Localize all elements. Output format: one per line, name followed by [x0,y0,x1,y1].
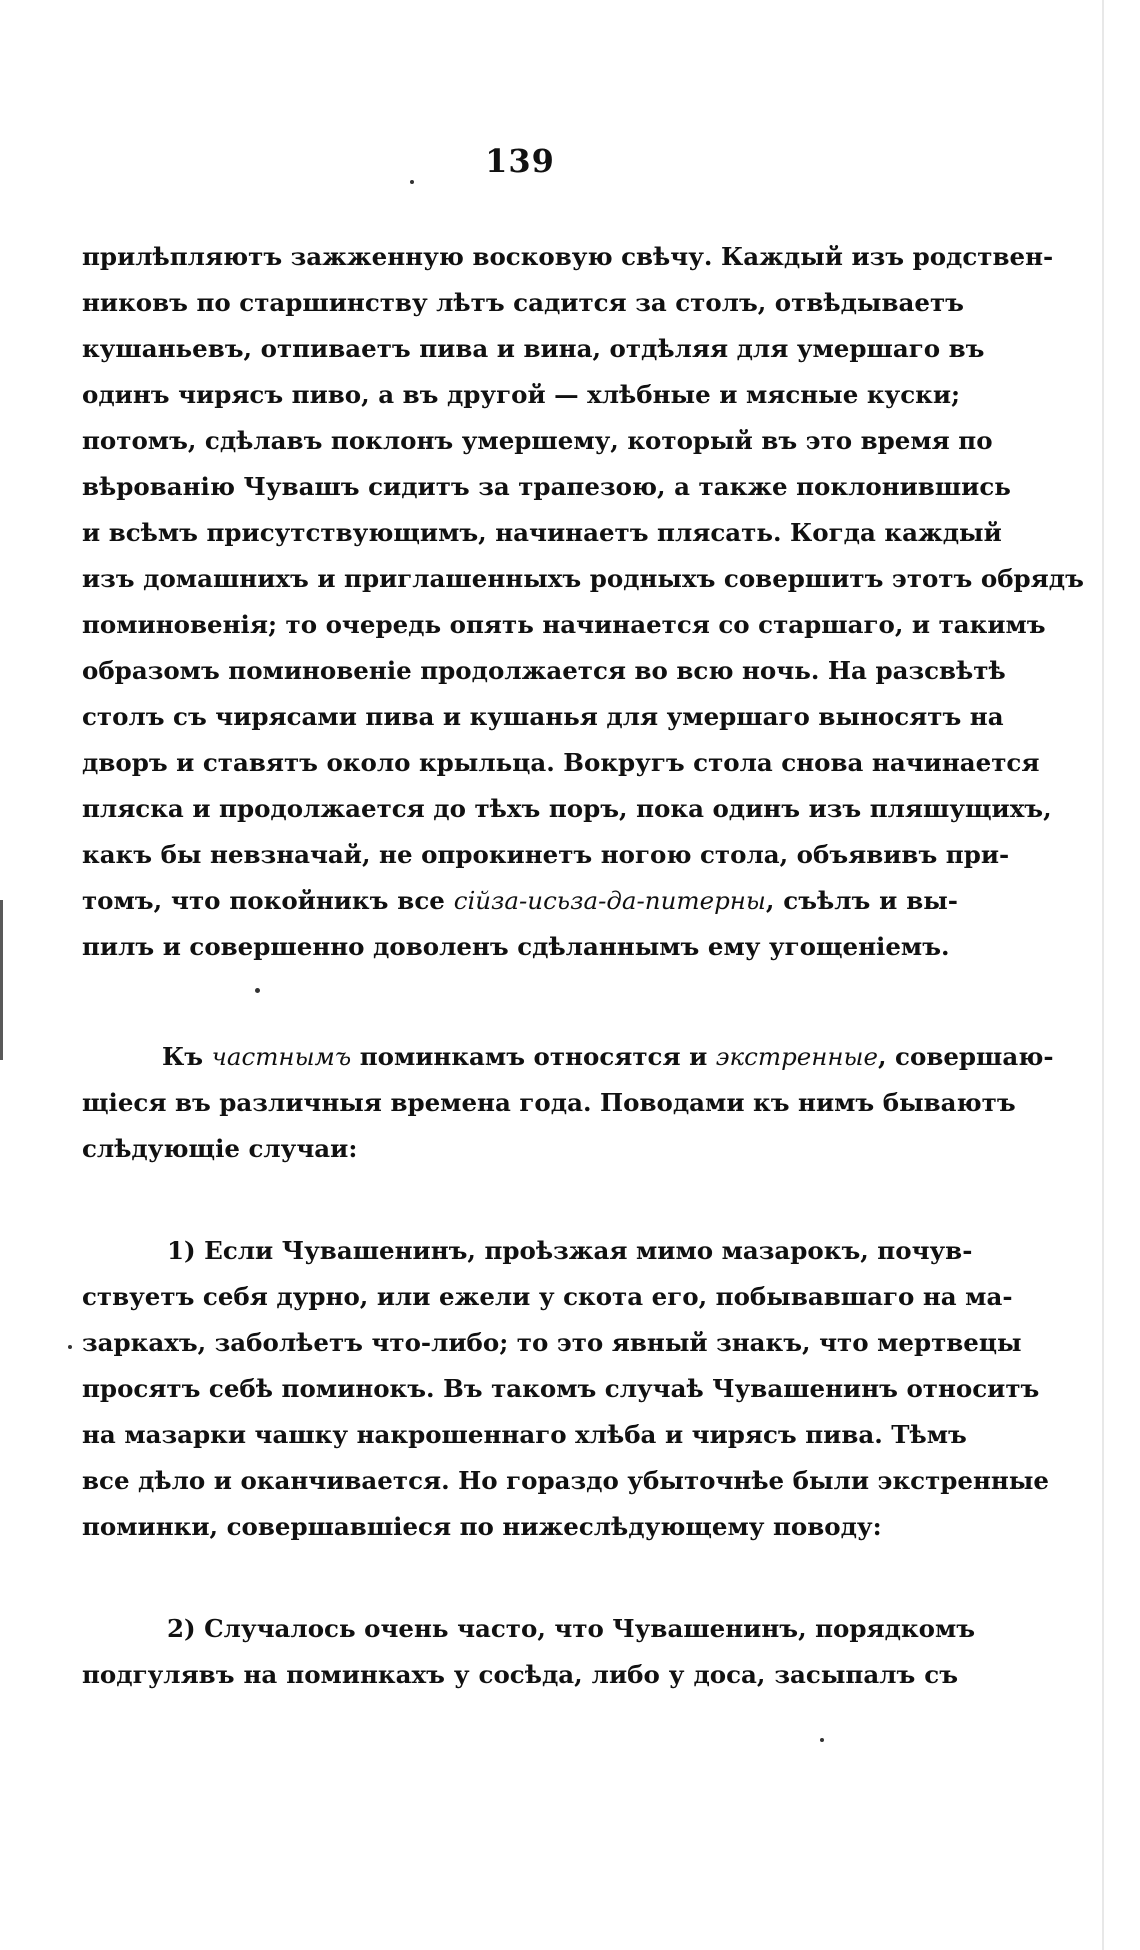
text-line: слѣдующіе случаи: [82,1134,358,1163]
text-line: столъ съ чирясами пива и кушанья для умершаго выносятъ на [82,702,1004,731]
paragraph-2 [82,1034,1054,1172]
text-line: дворъ и ставятъ около крыльца. Вокругъ стола снова начинается [82,748,1040,777]
scan-speck [68,1345,72,1349]
italic-term: экстренные [715,1042,878,1071]
text-line-mixed [82,1034,1054,1080]
text-run: , съѣлъ и вы- [765,886,958,915]
text-line: кушаньевъ, отпиваетъ пива и вина, отдѣляя для умершаго въ [82,334,985,363]
text-line: все дѣло и оканчивается. Но гораздо убыточнѣе были экстренные [82,1466,1049,1495]
scan-edge-shadow [1102,0,1104,1950]
text-line: поминовенія; то очередь опять начинается со старшаго, и такимъ [82,610,1046,639]
text-line-mixed [82,878,958,924]
italic-term: сійза-исьза-да-питерны [453,886,766,915]
binding-edge-mark [0,900,3,1060]
scan-speck [410,180,414,184]
text-line: поминки, совершавшіеся по нижеслѣдующему поводу: [82,1512,882,1541]
paragraph-1 [82,234,1084,970]
text-line: 1) Если Чувашенинъ, проѣзжая мимо мазарокъ, почув- [167,1236,973,1265]
paragraph-4 [82,1606,976,1698]
text-line: пляска и продолжается до тѣхъ поръ, пока одинъ изъ пляшущихъ, [82,794,1052,823]
text-line: просятъ себѣ поминокъ. Въ такомъ случаѣ Чувашенинъ относитъ [82,1374,1040,1403]
text-line: ствуетъ себя дурно, или ежели у скота его, побывавшаго на ма- [82,1282,1013,1311]
paragraph-3 [82,1228,1049,1550]
text-line: подгулявъ на поминкахъ у сосѣда, либо у доса, засыпалъ съ [82,1660,958,1689]
scan-speck [820,1738,824,1742]
page-number: 139 [485,142,555,180]
text-line: какъ бы невзначай, не опрокинетъ ногою стола, объявивъ при- [82,840,1010,869]
text-run: Къ [162,1042,212,1071]
text-run: , совершаю- [878,1042,1054,1071]
text-run: томъ, что покойникъ все [82,886,454,915]
text-line: потомъ, сдѣлавъ поклонъ умершему, который въ это время по [82,426,993,455]
text-line: изъ домашнихъ и приглашенныхъ родныхъ совершитъ этотъ обрядъ [82,564,1084,593]
scan-speck [255,988,260,993]
text-line: щіеся въ различныя времена года. Поводами къ нимъ бываютъ [82,1088,1016,1117]
text-line: вѣрованію Чувашъ сидитъ за трапезою, а также поклонившись [82,472,1011,501]
text-line: пилъ и совершенно доволенъ сдѣланнымъ ему угощеніемъ. [82,932,950,961]
text-line: одинъ чирясъ пиво, а въ другой — хлѣбные и мясные куски; [82,380,961,409]
italic-term: частнымъ [211,1042,352,1071]
text-line: на мазарки чашку накрошеннаго хлѣба и чирясъ пива. Тѣмъ [82,1420,967,1449]
text-line: заркахъ, заболѣетъ что-либо; то это явный знакъ, что мертвецы [82,1328,1022,1357]
text-line: образомъ поминовеніе продолжается во всю ночь. На разсвѣтѣ [82,656,1006,685]
text-run: поминкамъ относятся и [351,1042,716,1071]
text-line: и всѣмъ присутствующимъ, начинаетъ плясать. Когда каждый [82,518,1002,547]
text-line: 2) Случалось очень часто, что Чувашенинъ, порядкомъ [167,1614,976,1643]
text-line: прилѣпляютъ зажженную восковую свѣчу. Каждый изъ родствен- [82,242,1054,271]
text-line: никовъ по старшинству лѣтъ садится за столъ, отвѣдываетъ [82,288,964,317]
